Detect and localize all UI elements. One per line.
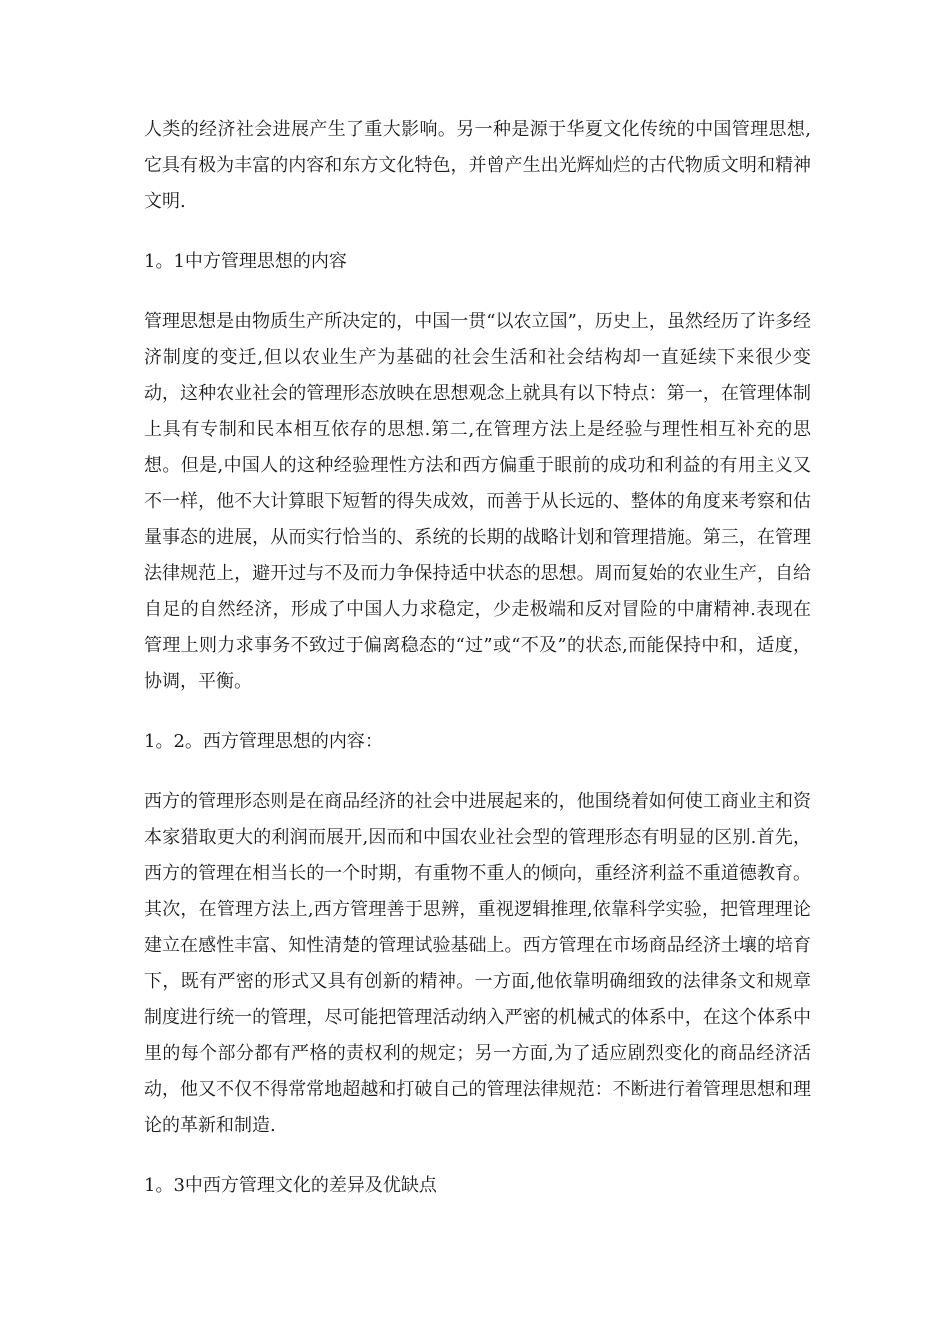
paragraph-western-management: 西方的管理形态则是在商品经济的社会中进展起来的，他围绕着如何使工商业主和资本家猎取更大的利润而展开,因而和中国农业社会型的管理形态有明显的区别.首先，西方的管理在相当长的一个时期，有重物不重人的倾向，重经济利益不重道德教育。其次，在管理方法上,西方管理善于思辨，重视逻辑推理,依靠科学实验，把管理理论建立在感性丰富、知性清楚的管理试验基础上。西方管理在市场商品经济土壤的培育下，既有严密的形式又具有创新的精神。一方面,他依靠明确细致的法律条文和规章制度进行统一的管理，尽可能把管理活动纳入严密的机械式的体系中，在这个体系中里的每个部分都有严格的责权利的规定；另一方面,为了适应剧烈变化的商品经济活动，他又不仅不得常常地超越和打破自己的管理法律规范：不断进行着管理思想和理论的革新和制造. [144,791,811,1136]
section-heading-1-3: 1。3中西方管理文化的差异及优缺点 [144,1175,437,1196]
document-body [144,112,811,1228]
paragraph-chinese-management: 管理思想是由物质生产所决定的，中国一贯“以农立国”，历史上，虽然经历了许多经济制度的变迁,但以农业生产为基础的社会生活和社会结构却一直延续下来很少变动，这种农业社会的管理形态放映在思想观念上就具有以下特点：第一，在管理体制上具有专制和民本相互依存的思想.第二,在管理方法上是经验与理性相互补充的思想。但是,中国人的这种经验理性方法和西方偏重于眼前的成功和利益的有用主义又不一样，他不大计算眼下短暂的得失成效，而善于从长远的、整体的角度来考察和估量事态的进展，从而实行恰当的、系统的长期的战略计划和管理措施。第三，在管理法律规范上，避开过与不及而力争保持适中状态的思想。周而复始的农业生产，自给自足的自然经济，形成了中国人力求稳定，少走极端和反对冒险的中庸精神.表现在管理上则力求事务不致过于偏离稳态的“过”或“不及”的状态,而能保持中和，适度，协调，平衡。 [144,311,811,692]
section-heading-1-1: 1。1中方管理思想的内容 [144,251,347,272]
section-heading-1-2: 1。2。西方管理思想的内容： [144,731,383,752]
paragraph-intro-continuation: 人类的经济社会进展产生了重大影响。另一种是源于华夏文化传统的中国管理思想,它具有极为丰富的内容和东方文化特色，并曾产生出光辉灿烂的古代物质文明和精神文明. [144,119,811,212]
